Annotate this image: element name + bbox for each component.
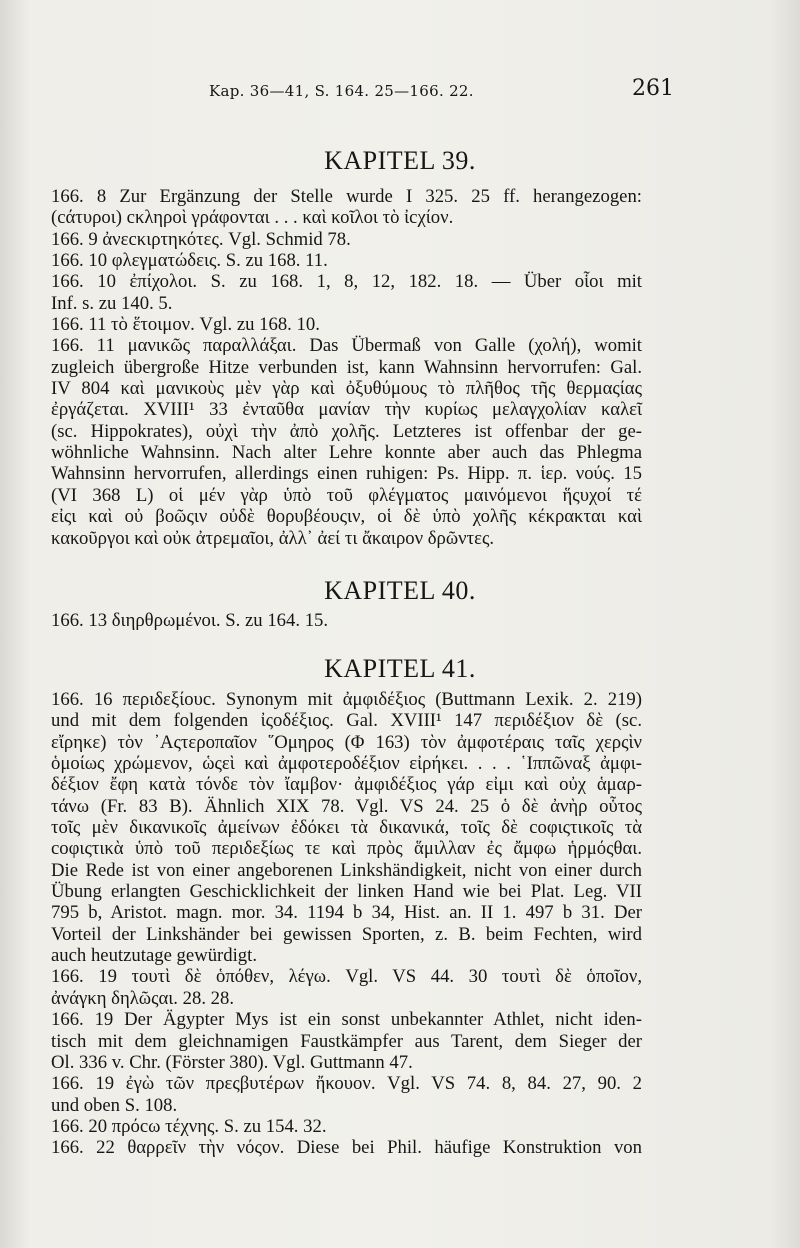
text-line: εἰςι καὶ οὐ βοῶςιν οὐδὲ θορυβέουςιν, οἱ δὲ ὑπὸ χολῆς κέκρακται καὶ	[51, 506, 642, 528]
text-line: ἀνάγκη δηλῶςαι. 28. 28.	[51, 987, 235, 1009]
text-line: 166. 19 τουτὶ δὲ ὁπόθεν, λέγω. Vgl. VS 44. 30 τουτὶ δὲ ὁποῖον,	[51, 966, 642, 988]
text-line: 166. 11 μανικῶς παραλλάξαι. Das Übermaß von Galle (χολή), womit	[51, 335, 642, 357]
text-line: 166. 22 θαρρεῖν τὴν νόςον. Diese bei Phil. häufige Konstruktion von	[51, 1137, 642, 1159]
text-line: εἴρηκε) τὸν ᾿Αςτεροπαῖον ῞Ομηρος (Φ 163) τὸν ἀμφοτέραις ταῖς χερςὶν	[51, 731, 642, 753]
text-line: ἐργάζεται. XVIII¹ 33 ἐνταῦθα μανίαν τὴν κυρίως μελαγχολίαν καλεῖ	[51, 399, 642, 421]
chapter-body	[51, 186, 642, 549]
text-line: 795 b, Aristot. magn. mor. 34. 1194 b 34, Hist. an. II 1. 497 b 31. Der	[51, 902, 642, 924]
chapter-body	[51, 689, 642, 1159]
text-line: und mit dem folgenden ἰςοδέξιος. Gal. XVIII¹ 147 περιδέξιον δὲ (sc.	[51, 710, 642, 732]
text-line: 166. 20 πρόcω τέχνης. S. zu 154. 32.	[51, 1115, 327, 1137]
text-line: 166. 10 ἐπίχολοι. S. zu 168. 1, 8, 12, 182. 18. — Über οἷοι mit	[51, 271, 642, 293]
text-line: und oben S. 108.	[51, 1094, 178, 1116]
chapter-body	[51, 610, 642, 631]
text-line: 166. 10 φλεγματώδεις. S. zu 168. 11.	[51, 250, 328, 272]
chapter-heading: KAPITEL 40.	[324, 576, 476, 605]
text-line: (cάτυροι) cκληροὶ γράφονται . . . καὶ κοῖλοι τὸ ἰcχίον.	[51, 207, 454, 229]
text-line: (VI 368 L) οἱ μέν γὰρ ὑπὸ τοῦ φλέγματος μαινόμενοι ἥςυχοί τέ	[51, 484, 642, 506]
text-line: zugleich übergroße Hitze verbunden ist, kann Wahnsinn hervorrufen: Gal.	[51, 356, 642, 378]
text-line: 166. 19 ἐγὼ τῶν πρεςβυτέρων ἤκουον. Vgl. VS 74. 8, 84. 27, 90. 2	[51, 1073, 642, 1095]
text-line: κακοῦργοι καὶ οὐκ ἀτρεμαῖοι, ἀλλ᾽ ἀεί τι ἄκαιρον δρῶντες.	[51, 527, 495, 549]
text-line: τάνω (Fr. 83 B). Ähnlich XIX 78. Vgl. VS 24. 25 ὁ δὲ ἀνὴρ οὗτος	[51, 795, 642, 817]
running-title: Kap. 36—41, S. 164. 25—166. 22.	[209, 82, 474, 100]
text-line: 166. 9 ἀνεcκιρτηκότες. Vgl. Schmid 78.	[51, 228, 351, 250]
text-line: 166. 13 διηρθρωμένοι. S. zu 164. 15.	[51, 610, 329, 631]
text-line: 166. 19 Der Ägypter Mys ist ein sonst unbekannter Athlet, nicht iden-	[51, 1009, 642, 1031]
text-line: Vorteil der Linkshänder bei gewissen Sporten, z. B. beim Fechten, wird	[51, 923, 642, 945]
text-line: cοφιςτικὰ ὑπὸ τοῦ περιδεξίως τε καὶ πρὸς ἅμιλλαν ἐς ἄμφω ἡρμόςθαι.	[51, 838, 642, 860]
text-line: Übung erlangten Geschicklichkeit der linken Hand wie bei Plat. Leg. VII	[51, 881, 642, 903]
text-line: Die Rede ist von einer angeborenen Linkshändigkeit, nicht von einer durch	[51, 859, 642, 881]
text-line: auch heutzutage gewürdigt.	[51, 945, 258, 967]
page-number: 261	[632, 76, 674, 101]
text-line: tisch mit dem gleichnamigen Faustkämpfer aus Tarent, dem Sieger der	[51, 1030, 642, 1052]
text-line: ὁμοίως χρώμενον, ὡςεὶ καὶ ἀμφοτεροδέξιον εἰρήκει. . . . ῾Ιππῶναξ ἀμφι-	[51, 753, 642, 775]
chapter-heading: KAPITEL 41.	[324, 654, 476, 683]
chapter-heading: KAPITEL 39.	[324, 146, 476, 175]
text-line: Wahnsinn hervorrufen, allerdings einen ruhigen: Ps. Hipp. π. ἱερ. νούς. 15	[51, 463, 642, 485]
text-line: Ol. 336 v. Chr. (Förster 380). Vgl. Guttmann 47.	[51, 1051, 413, 1073]
text-line: wöhnliche Wahnsinn. Nach alter Lehre konnte aber auch das Phlegma	[51, 442, 642, 464]
text-line: τοῖς μὲν δικανικοῖς ἀμείνων ἐδόκει τὰ δικανικά, τοῖς δὲ cοφιςτικοῖς τὰ	[51, 817, 642, 839]
text-line: Inf. s. zu 140. 5.	[51, 292, 173, 314]
text-line: IV 804 καὶ μανικοὺς μὲν γὰρ καὶ ὀξυθύμους τὸ πλῆθος τῆς θερμαςίας	[51, 378, 642, 400]
text-line: 166. 16 περιδεξίουc. Synonym mit ἀμφιδέξιος (Buttmann Lexik. 2. 219)	[51, 689, 642, 710]
text-line: δέξιον ἔφη κατὰ τόνδε τὸν ἴαμβον· ἀμφιδέξιος γάρ εἰμι καὶ οὐχ ἁμαρ-	[51, 774, 642, 796]
text-line: 166. 11 τὸ ἕτοιμον. Vgl. zu 168. 10.	[51, 314, 320, 336]
text-line: 166. 8 Zur Ergänzung der Stelle wurde I 325. 25 ff. herangezogen:	[51, 186, 642, 207]
running-head	[0, 74, 800, 104]
text-line: (sc. Hippokrates), οὐχὶ τὴν ἀπὸ χολῆς. Letzteres ist offenbar der ge-	[51, 420, 642, 442]
